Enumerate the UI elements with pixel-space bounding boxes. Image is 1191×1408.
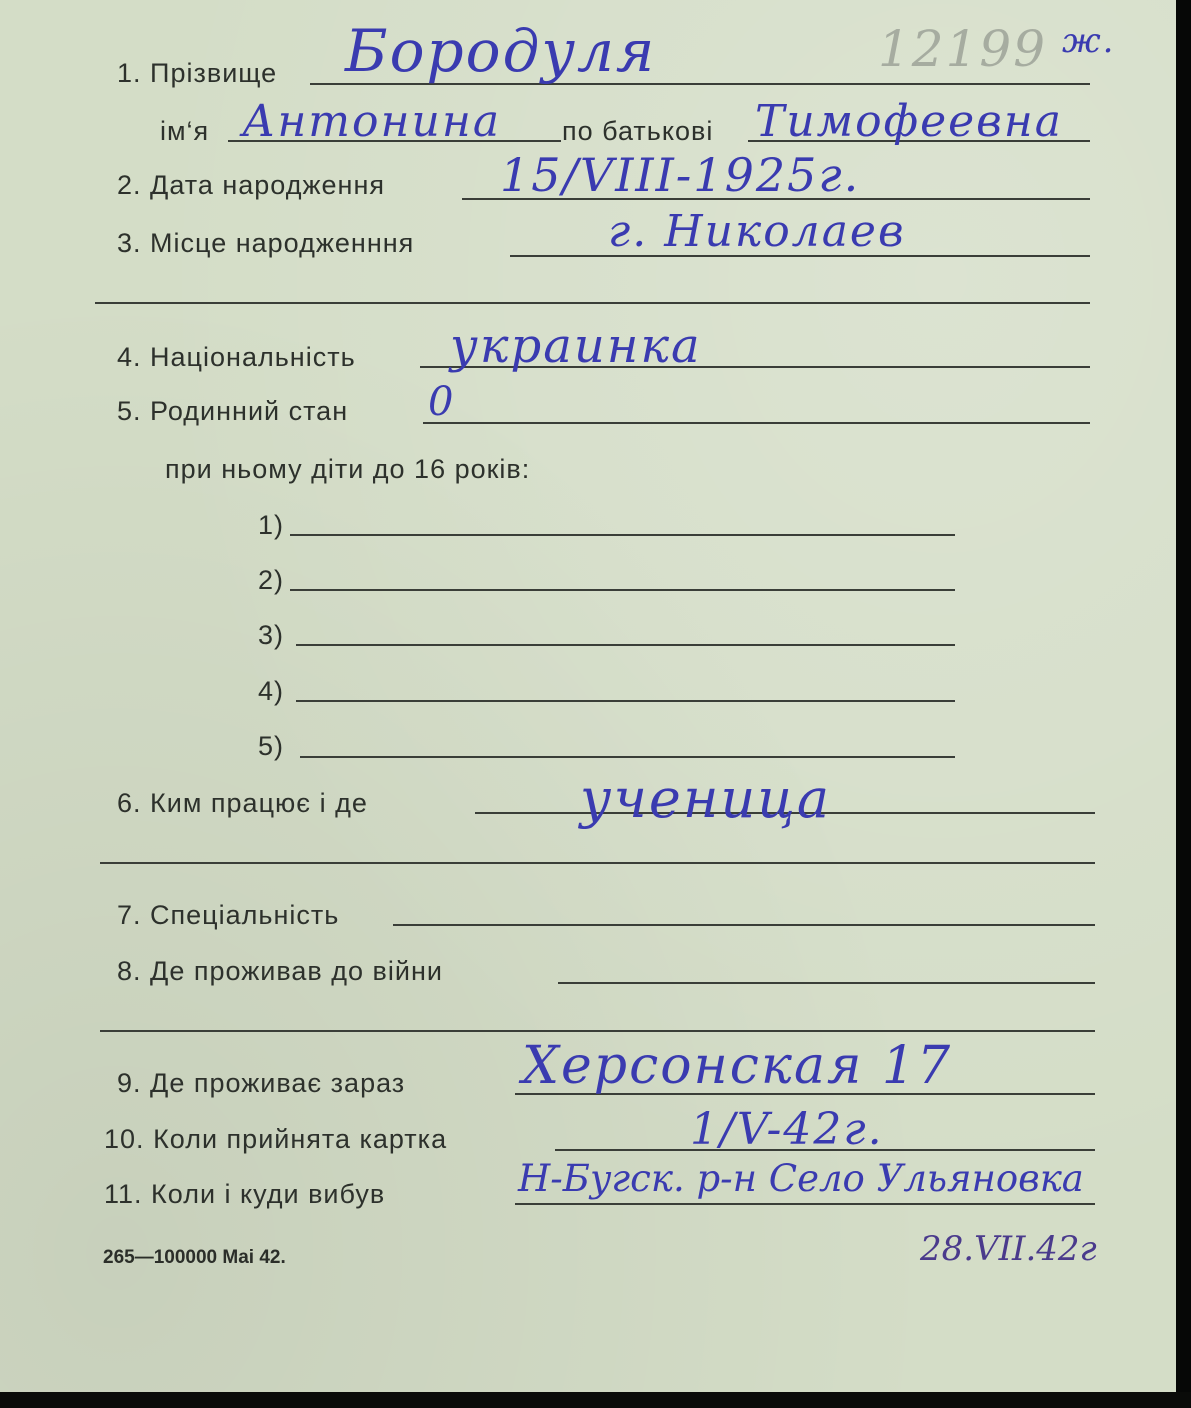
departure-date-handwritten: 28.VII.42г xyxy=(920,1229,1097,1269)
children-heading: при ньому діти до 16 років: xyxy=(165,454,531,484)
card-date-handwritten: 1/V-42г. xyxy=(690,1104,884,1155)
departure-handwritten: Н-Бугск. р-н Село Ульяновка xyxy=(518,1157,1084,1200)
field-patronymic-label: по батькові xyxy=(562,116,714,146)
birth-date-handwritten: 15/VIII-1925г. xyxy=(500,148,861,202)
field-first-name-label: ім‘я xyxy=(160,116,210,146)
field-card-date-label: 10. Коли прийнята картка xyxy=(104,1124,448,1154)
marital-mark-handwritten: 0 xyxy=(428,379,456,425)
child-2-line xyxy=(290,589,955,591)
field-birth-place-line-2 xyxy=(95,302,1090,304)
card-suffix-handwritten: ж. xyxy=(1062,21,1116,61)
child-4-label: 4) xyxy=(258,676,285,706)
child-4-line xyxy=(296,700,955,702)
field-specialty-line xyxy=(393,924,1095,926)
printer-imprint: 265—100000 Mai 42. xyxy=(103,1247,286,1268)
field-surname-label: 1. Прізвище xyxy=(117,58,278,88)
child-1-line xyxy=(290,534,955,536)
child-5-label: 5) xyxy=(258,731,285,761)
photo-background-right xyxy=(1176,0,1191,1408)
nationality-handwritten: украинка xyxy=(450,318,702,374)
card-number-pencil: 12199 xyxy=(878,20,1048,78)
birth-place-handwritten: г. Николаев xyxy=(608,206,906,257)
child-3-label: 3) xyxy=(258,620,285,650)
child-1-label: 1) xyxy=(258,510,285,540)
patronymic-handwritten: Тимофеевна xyxy=(755,96,1063,147)
child-3-line xyxy=(296,644,955,646)
child-2-label: 2) xyxy=(258,565,285,595)
field-birth-date-label: 2. Дата народження xyxy=(117,170,385,200)
child-5-line xyxy=(300,756,955,758)
field-current-address-label: 9. Де проживає зараз xyxy=(117,1068,406,1098)
field-prewar-address-label: 8. Де проживав до війни xyxy=(117,956,443,986)
field-nationality-label: 4. Національність xyxy=(117,342,356,372)
field-marital-status-label: 5. Родинний стан xyxy=(117,396,349,426)
field-prewar-address-line xyxy=(558,982,1095,984)
field-prewar-address-line-2 xyxy=(100,1030,1095,1032)
field-departure-label: 11. Коли і куди вибув xyxy=(104,1179,386,1209)
field-occupation-label: 6. Ким працює і де xyxy=(117,788,368,818)
field-departure-line xyxy=(515,1203,1095,1205)
surname-handwritten: Бородуля xyxy=(345,17,657,85)
photo-background-bottom xyxy=(0,1392,1191,1408)
first-name-handwritten: Антонина xyxy=(242,96,502,147)
field-marital-status-line xyxy=(423,422,1090,424)
current-address-handwritten: Херсонская 17 xyxy=(522,1036,953,1096)
field-occupation-line-2 xyxy=(100,862,1095,864)
field-birth-place-label: 3. Місце народженння xyxy=(117,228,415,258)
occupation-handwritten: ученица xyxy=(580,767,832,830)
field-specialty-label: 7. Спеціальність xyxy=(117,900,340,930)
